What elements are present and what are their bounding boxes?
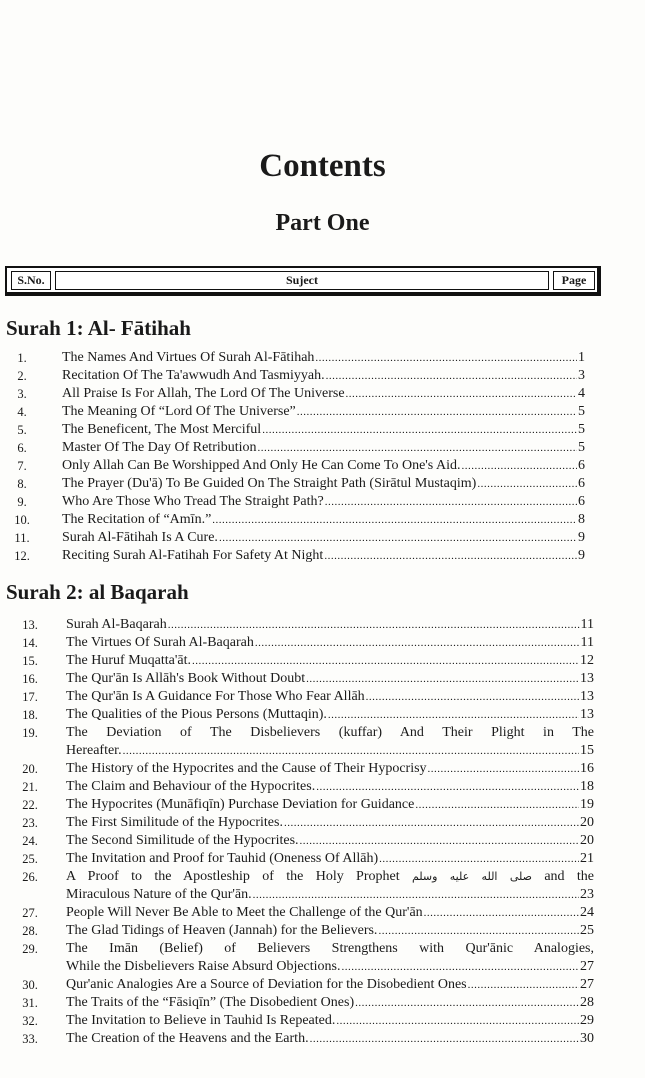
entry-number: 22. — [22, 798, 38, 812]
entry-title: The Meaning Of “Lord Of The Universe” — [62, 404, 296, 419]
entry-number: 16. — [22, 672, 38, 686]
toc-entry — [0, 688, 645, 706]
toc-entry — [0, 778, 645, 796]
entry-title: The Huruf Muqatta'āt. — [66, 653, 191, 668]
dot-leader — [297, 403, 577, 421]
toc-entry — [0, 403, 645, 421]
entry-title-line1: A Proof to the Apostleship of the Holy Prophet — [66, 869, 400, 884]
entry-page: 27 — [580, 959, 594, 974]
toc-entry — [0, 1012, 645, 1030]
dot-leader — [424, 904, 579, 922]
entry-number: 24. — [22, 834, 38, 848]
entry-title-line1: The Deviation of The Disbelievers (kuffar) And Their Plight in The — [66, 725, 594, 740]
toc-entry — [0, 904, 645, 922]
entry-title: The Recitation of “Amīn.” — [62, 512, 212, 527]
entry-number: 23. — [22, 816, 38, 830]
toc-entry — [0, 940, 645, 976]
dot-leader — [366, 688, 579, 706]
toc-entry — [0, 439, 645, 457]
entry-number: 29. — [22, 942, 38, 956]
entry-number: 27. — [22, 906, 38, 920]
toc-entry — [0, 976, 645, 994]
dot-leader — [325, 493, 577, 511]
dot-leader — [310, 1030, 579, 1048]
entry-title: While the Disbelievers Raise Absurd Objections. — [66, 959, 341, 974]
toc-entry — [0, 796, 645, 814]
toc-entry — [0, 385, 645, 403]
toc-entry — [0, 547, 645, 565]
toc-entry — [0, 529, 645, 547]
entry-number: 30. — [22, 978, 38, 992]
toc-entry — [0, 349, 645, 367]
part-title: Part One — [275, 210, 370, 236]
entry-page: 1 — [578, 350, 585, 365]
entry-page: 4 — [578, 386, 585, 401]
entry-number: 4. — [17, 405, 27, 419]
entry-number: 15. — [22, 654, 38, 668]
entry-page: 15 — [580, 743, 594, 758]
entry-number: 9. — [17, 495, 27, 509]
toc-entry — [0, 760, 645, 778]
dot-leader — [300, 832, 579, 850]
toc-entry — [0, 511, 645, 529]
dot-leader — [192, 652, 579, 670]
toc-entry — [0, 868, 645, 904]
entry-page: 12 — [580, 653, 594, 668]
entry-number: 25. — [22, 852, 38, 866]
toc-entry — [0, 724, 645, 760]
entry-page: 16 — [580, 761, 594, 776]
dot-leader — [328, 706, 579, 724]
entry-title: Only Allah Can Be Worshipped And Only He Can Come To One's Aid. — [62, 458, 461, 473]
entry-number: 28. — [22, 924, 38, 938]
entry-number: 32. — [22, 1014, 38, 1028]
toc-entry — [0, 493, 645, 511]
entry-number: 14. — [22, 636, 38, 650]
dot-leader — [326, 367, 577, 385]
entry-title: All Praise Is For Allah, The Lord Of The Universe — [62, 386, 345, 401]
dot-leader — [477, 475, 577, 493]
dot-leader — [219, 529, 577, 547]
entry-page: 11 — [580, 635, 594, 650]
entry-page: 11 — [580, 617, 594, 632]
header-subject: Suject — [55, 271, 549, 290]
arabic-salutation: صلى الله عليه وسلم — [411, 870, 532, 883]
dot-leader — [212, 511, 577, 529]
toc-entry — [0, 457, 645, 475]
entry-number: 10. — [14, 513, 30, 527]
entry-title-line1-end: and the — [544, 869, 594, 884]
dot-leader — [324, 547, 577, 565]
dot-leader — [342, 958, 580, 976]
entry-number: 7. — [17, 459, 27, 473]
entry-title: The Creation of the Heavens and the Earth. — [66, 1031, 309, 1046]
header-sno: S.No. — [11, 271, 51, 290]
entry-page: 8 — [578, 512, 585, 527]
entry-page: 5 — [578, 422, 585, 437]
entry-page: 19 — [580, 797, 594, 812]
entry-number: 12. — [14, 549, 30, 563]
entry-title: Who Are Those Who Tread The Straight Path? — [62, 494, 324, 509]
surah2-title: Surah 2: al Baqarah — [6, 580, 189, 604]
toc-entry — [0, 994, 645, 1012]
entry-title: Master Of The Day Of Retribution — [62, 440, 257, 455]
entry-title: The Claim and Behaviour of the Hypocrites. — [66, 779, 316, 794]
dot-leader — [355, 994, 579, 1012]
dot-leader — [378, 922, 579, 940]
entry-page: 5 — [578, 440, 585, 455]
entry-title: The Beneficent, The Most Merciful — [62, 422, 262, 437]
entry-page: 27 — [580, 977, 594, 992]
entry-title: Recitation Of The Ta'awwudh And Tasmiyyah. — [62, 368, 325, 383]
dot-leader — [168, 616, 580, 634]
surah2-list — [0, 616, 645, 1048]
entry-number: 13. — [22, 618, 38, 632]
entry-title: Reciting Surah Al-Fatihah For Safety At Night — [62, 548, 324, 563]
toc-entry — [0, 814, 645, 832]
entry-title: Hereafter. — [66, 743, 122, 758]
toc-entry — [0, 706, 645, 724]
dot-leader — [315, 349, 577, 367]
entry-number: 20. — [22, 762, 38, 776]
toc-entry — [0, 850, 645, 868]
surah1-list — [0, 349, 645, 565]
entry-number: 1. — [17, 351, 27, 365]
entry-number: 33. — [22, 1032, 38, 1046]
toc-entry — [0, 616, 645, 634]
dot-leader — [379, 850, 579, 868]
entry-page: 28 — [580, 995, 594, 1010]
entry-page: 30 — [580, 1031, 594, 1046]
entry-number: 31. — [22, 996, 38, 1010]
entry-title: The Second Similitude of the Hypocrites. — [66, 833, 299, 848]
toc-entry — [0, 652, 645, 670]
entry-page: 25 — [580, 923, 594, 938]
entry-title: The History of the Hypocrites and the Cause of Their Hypocrisy — [66, 761, 427, 776]
entry-page: 9 — [578, 548, 585, 563]
dot-leader — [415, 796, 579, 814]
toc-entry — [0, 367, 645, 385]
entry-title: The Glad Tidings of Heaven (Jannah) for the Believers. — [66, 923, 378, 938]
contents-title: Contents — [259, 148, 386, 184]
dot-leader — [336, 1012, 579, 1030]
dot-leader — [253, 886, 579, 904]
entry-page: 6 — [578, 458, 585, 473]
entry-page: 13 — [580, 689, 594, 704]
entry-page: 21 — [580, 851, 594, 866]
entry-number: 21. — [22, 780, 38, 794]
entry-page: 13 — [580, 707, 594, 722]
entry-number: 26. — [22, 870, 38, 884]
entry-title: The Virtues Of Surah Al-Baqarah — [66, 635, 254, 650]
entry-number: 19. — [22, 726, 38, 740]
entry-title-line1: The Imān (Belief) of Believers Strengthens with Qur'ānic Analogies, — [66, 941, 594, 956]
entry-number: 18. — [22, 708, 38, 722]
entry-title: People Will Never Be Able to Meet the Challenge of the Qur'ān — [66, 905, 423, 920]
entry-title: Surah Al-Fātihah Is A Cure. — [62, 530, 218, 545]
entry-number: 3. — [17, 387, 27, 401]
entry-number: 11. — [14, 531, 30, 545]
entry-page: 3 — [578, 368, 585, 383]
entry-title: Miraculous Nature of the Qur'ān. — [66, 887, 252, 902]
entry-title: The Qur'ān Is A Guidance For Those Who Fear Allāh — [66, 689, 365, 704]
entry-title: Surah Al-Baqarah — [66, 617, 167, 632]
entry-title: The Invitation and Proof for Tauhid (Oneness Of Allāh) — [66, 851, 379, 866]
entry-page: 5 — [578, 404, 585, 419]
entry-page: 23 — [580, 887, 594, 902]
entry-title: The Qualities of the Pious Persons (Muttaqin). — [66, 707, 327, 722]
toc-entry — [0, 475, 645, 493]
entry-title: The Prayer (Du'ā) To Be Guided On The Straight Path (Sirātul Mustaqim) — [62, 476, 477, 491]
entry-title: The Hypocrites (Munāfiqīn) Purchase Deviation for Guidance — [66, 797, 415, 812]
entry-page: 20 — [580, 815, 594, 830]
entry-title: Qur'anic Analogies Are a Source of Deviation for the Disobedient Ones — [66, 977, 467, 992]
entry-page: 29 — [580, 1013, 594, 1028]
entry-number: 5. — [17, 423, 27, 437]
dot-leader — [346, 385, 577, 403]
toc-entry — [0, 670, 645, 688]
dot-leader — [316, 778, 579, 796]
dot-leader — [123, 742, 579, 760]
entry-title: The Qur'ān Is Allāh's Book Without Doubt — [66, 671, 306, 686]
entry-number: 6. — [17, 441, 27, 455]
dot-leader — [462, 457, 578, 475]
toc-entry — [0, 421, 645, 439]
toc-entry — [0, 922, 645, 940]
entry-number: 17. — [22, 690, 38, 704]
entry-page: 20 — [580, 833, 594, 848]
entry-page: 18 — [580, 779, 594, 794]
entry-title: The Names And Virtues Of Surah Al-Fātihah — [62, 350, 315, 365]
entry-title: The Invitation to Believe in Tauhid Is Repeated. — [66, 1013, 336, 1028]
toc-entry — [0, 634, 645, 652]
dot-leader — [306, 670, 579, 688]
dot-leader — [428, 760, 579, 778]
dot-leader — [468, 976, 579, 994]
entry-number: 8. — [17, 477, 27, 491]
entry-page: 24 — [580, 905, 594, 920]
surah1-title: Surah 1: Al- Fātihah — [6, 316, 191, 340]
entry-title: The First Similitude of the Hypocrites. — [66, 815, 283, 830]
dot-leader — [284, 814, 579, 832]
toc-entry — [0, 832, 645, 850]
table-header — [5, 266, 601, 296]
dot-leader — [262, 421, 577, 439]
entry-page: 9 — [578, 530, 585, 545]
entry-page: 13 — [580, 671, 594, 686]
entry-page: 6 — [578, 494, 585, 509]
dot-leader — [258, 439, 577, 457]
header-page: Page — [553, 271, 595, 290]
entry-title: The Traits of the “Fāsiqīn” (The Disobedient Ones) — [66, 995, 355, 1010]
toc-entry — [0, 1030, 645, 1048]
entry-number: 2. — [17, 369, 27, 383]
dot-leader — [255, 634, 580, 652]
entry-page: 6 — [578, 476, 585, 491]
